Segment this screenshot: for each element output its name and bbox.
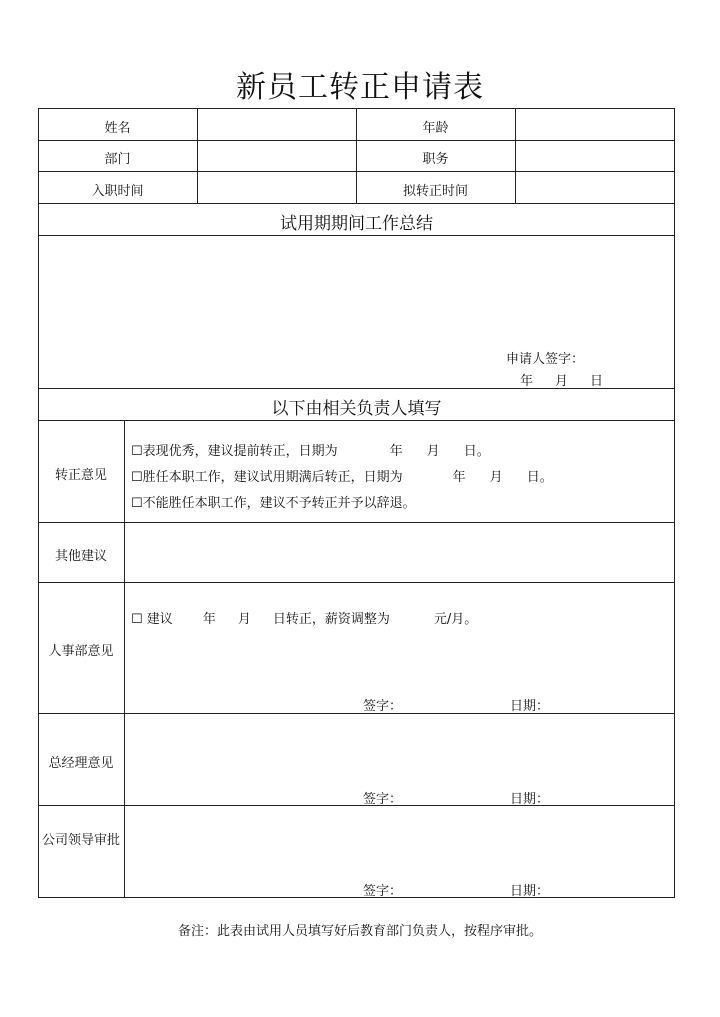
- leader-approval-label: 公司领导审批: [42, 833, 121, 848]
- month-label: 月: [489, 470, 503, 485]
- option-dismiss[interactable]: ☐不能胜任本职工作，建议不予转正并予以辞退。: [131, 496, 416, 511]
- planned-date-label: 拟转正时间: [402, 184, 468, 199]
- hr-signature-label: 签字：: [363, 699, 403, 714]
- gm-signature-label: 签字：: [363, 792, 403, 807]
- department-field[interactable]: [198, 141, 355, 170]
- join-date-field[interactable]: [198, 172, 355, 202]
- option-regularize-after-probation[interactable]: [131, 466, 553, 485]
- gm-opinion-field[interactable]: [125, 714, 674, 784]
- join-date-label: 入职时间: [91, 184, 144, 199]
- applicant-signature-label: 申请人签字：: [506, 352, 585, 367]
- day-label: 日。: [463, 444, 490, 459]
- day-label: 日: [590, 374, 604, 389]
- leader-approval-field[interactable]: [125, 806, 674, 876]
- gm-date-label: 日期：: [510, 792, 550, 807]
- year-label: 年: [202, 612, 216, 627]
- form-title: 新员工转正申请表: [236, 70, 484, 105]
- section-title: 以下由相关负责人填写: [271, 399, 442, 419]
- hr-opinion-label: 人事部意见: [48, 644, 114, 659]
- planned-date-field[interactable]: [516, 172, 673, 202]
- row-divider: [38, 420, 675, 421]
- name-label: 姓名: [104, 121, 131, 136]
- gm-opinion-label: 总经理意见: [48, 756, 114, 771]
- option-text: ☐表现优秀，建议提前转正，日期为: [131, 444, 338, 459]
- year-label: 年: [389, 444, 403, 459]
- month-label: 月: [555, 374, 569, 389]
- month-label: 月: [426, 444, 440, 459]
- opinion-label: 转正意见: [54, 468, 107, 483]
- leader-signature-label: 签字：: [363, 884, 403, 899]
- option-text: ☐胜任本职工作，建议试用期满后转正，日期为: [131, 470, 403, 485]
- option-text: 日转正，薪资调整为: [272, 612, 390, 627]
- unit-label: 元/月。: [433, 612, 478, 627]
- name-field[interactable]: [198, 109, 355, 139]
- option-early-regularization[interactable]: [131, 440, 490, 459]
- footnote: 备注：此表由试用人员填写好后教育部门负责人，按程序审批。: [177, 924, 542, 939]
- row-divider: [38, 203, 675, 204]
- table-border-bottom: [38, 897, 675, 898]
- month-label: 月: [237, 612, 251, 627]
- row-divider: [38, 582, 675, 583]
- age-field[interactable]: [516, 109, 673, 139]
- day-label: 日。: [526, 470, 553, 485]
- hr-suggestion-line[interactable]: [131, 608, 477, 627]
- other-suggestions-label: 其他建议: [54, 549, 107, 564]
- year-label: 年: [452, 470, 466, 485]
- year-label: 年: [520, 374, 534, 389]
- summary-date: [520, 370, 603, 389]
- summary-title: 试用期期间工作总结: [280, 214, 433, 234]
- department-label: 部门: [104, 152, 131, 167]
- position-label: 职务: [422, 152, 449, 167]
- option-text: ☐ 建议: [131, 612, 173, 627]
- age-label: 年龄: [422, 121, 449, 136]
- other-suggestions-field[interactable]: [125, 523, 674, 581]
- hr-date-label: 日期：: [510, 699, 550, 714]
- leader-date-label: 日期：: [510, 884, 550, 899]
- summary-field[interactable]: [39, 236, 674, 346]
- position-field[interactable]: [516, 141, 673, 170]
